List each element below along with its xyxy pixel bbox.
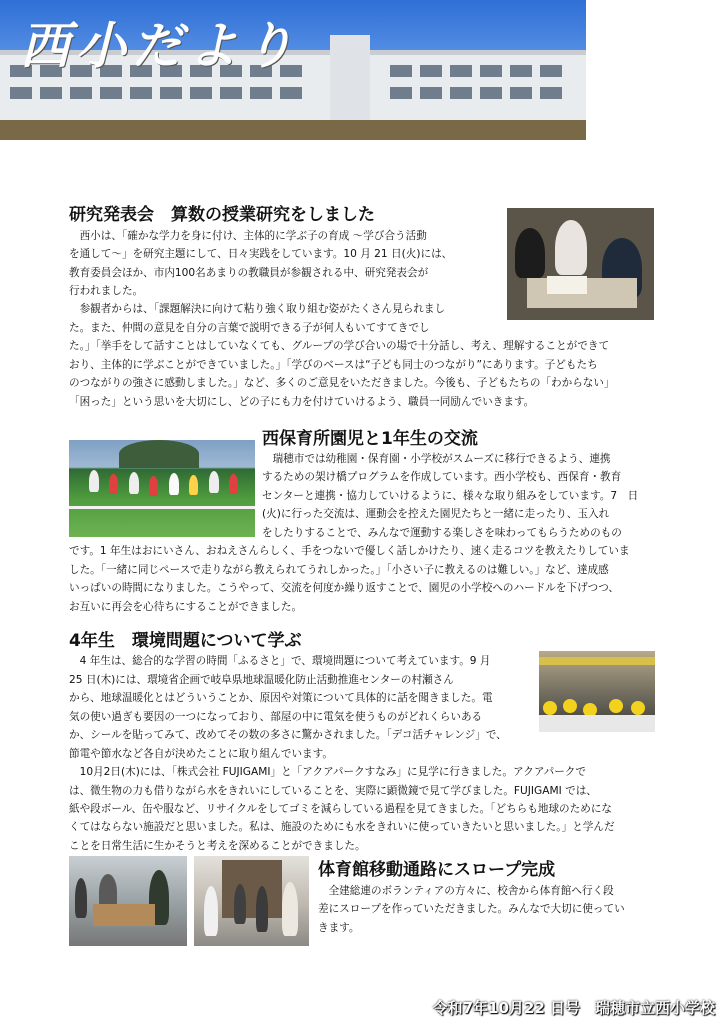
- section2-heading: 西保育所園児と1年生の交流: [262, 429, 478, 449]
- text-line: ことを日常生活に生かそうと考えを深めることができました。: [69, 840, 366, 852]
- text-line: おり、主体的に学ぶことができていました。」「学びのベースは“子ども同士のつながり”にあります。子どもたち: [69, 359, 598, 371]
- field-exchange-photo: [69, 440, 255, 537]
- text-line: した。「一緒に同じペースで走りながら教えられてうれしかった。」「小さい子に教えるのは難しい。」など、達成感: [69, 564, 609, 576]
- text-line: (火)に行った交流は、運動会を控えた園児たちと一緒に走ったり、玉入れ: [262, 508, 610, 520]
- text-line: 「困った」という思いを大切にし、どの子にも力を付けていけるよう、職員一同励んでいきます。: [69, 396, 535, 408]
- text-line: 瑞穂市では幼稚園・保育園・小学校がスムーズに移行できるよう、連携: [262, 453, 611, 465]
- text-line: を通して～」を研究主題にして、日々実践をしています。10 月 21 日(火)には、: [69, 248, 453, 260]
- text-line: 10月2日(木)には、「株式会社 FUJIGAMI」と「アクアパークすなみ」に見学に行きました。アクアパークで: [69, 766, 586, 778]
- newsletter-title: 西小だより: [20, 16, 300, 75]
- text-line: 差にスロープを作っていただきました。みんなで大切に使ってい: [318, 903, 625, 915]
- text-line: た。また、仲間の意見を自分の言葉で説明できる子が何人もいてすてきでし: [69, 322, 430, 334]
- school-ground: [0, 120, 586, 140]
- text-line: は、微生物の力も借りながら水をきれいにしていることを、実際に顕微鏡で見て学びました。FUJIGAMI では、: [69, 785, 597, 797]
- masthead-photo: 西小だより 令和7年10月22 日号 瑞穂市立西小学校: [0, 0, 586, 140]
- section3-heading: 4年生 環境問題について学ぶ: [69, 631, 302, 651]
- text-line: 行われました。: [69, 285, 144, 297]
- text-line: 紙や段ボール、缶や服など、リサイクルをしてゴミを減らしている過程を見てきました。「どちらも地球のためにな: [69, 803, 613, 815]
- recycling-facility-photo: [539, 651, 655, 732]
- section4-heading: 体育館移動通路にスロープ完成: [318, 860, 556, 880]
- text-line: た。」「挙手をして話すことはしていなくても、グループの学び合いの場で十分話し、考え、理解することができて: [69, 340, 610, 352]
- text-line: です。1 年生はおにいさん、おねえさんらしく、手をつないで優しく話しかけたり、速く走るコツを教えたりしていま: [69, 545, 630, 557]
- classroom-photo: [507, 208, 654, 320]
- slope-ramp-photo: [194, 856, 309, 946]
- text-line: 西小は、「確かな学力を身に付け、主体的に学ぶ子の育成 ～学び合う活動: [69, 230, 427, 242]
- text-line: 気の使い過ぎも要因の一つになっており、部屋の中に電気を使うものがどれくらいある: [69, 711, 483, 723]
- section1-heading: 研究発表会 算数の授業研究をしました: [69, 205, 375, 225]
- text-line: をしたりすることで、みんなで運動する楽しさを味わってもらうためのもの: [262, 527, 622, 539]
- text-line: か、シールを貼ってみて、改めてその数の多さに驚かされました。「デコ活チャレンジ」で、: [69, 729, 507, 741]
- school-tower: [330, 35, 370, 120]
- text-line: するための架け橋プログラムを作成しています。西小学校も、西保育・教育: [262, 471, 622, 483]
- text-line: 25 日(木)には、環境省企画で岐阜県地球温暖化防止活動推進センターの村瀬さん: [69, 674, 454, 686]
- text-line: きます。: [318, 922, 360, 934]
- text-line: くてはならない施設だと思いました。私は、施設のためにも水をきれいに使っていきたいと思いました。」と学んだ: [69, 821, 615, 833]
- text-line: 教育委員会ほか、市内100名あまりの教職員が参観される中、研究発表会が: [69, 267, 429, 279]
- text-line: 4 年生は、総合的な学習の時間「ふるさと」で、環境問題について考えています。9 月: [69, 655, 491, 667]
- text-line: から、地球温暖化とはどういうことか、原因や対策について具体的に話を聞きました。電: [69, 692, 493, 704]
- text-line: のつながりの強さに感動しました。」など、多くのご意見をいただきました。今後も、子どもたちの「わからない」: [69, 377, 615, 389]
- text-line: 節電や節水など各自が決めたことに取り組んでいます。: [69, 748, 333, 760]
- text-line: 参観者からは、「課題解決に向けて粘り強く取り組む姿がたくさん見られまし: [69, 303, 446, 315]
- text-line: 全建総連のボランティアの方々に、校舎から体育館へ行く段: [318, 885, 614, 897]
- text-line: お互いに再会を心待ちにすることができました。: [69, 601, 303, 613]
- text-line: いっぱいの時間になりました。こうやって、交流を何度か繰り返すことで、園児の小学校へのハードルを下げつつ、: [69, 582, 620, 594]
- volunteers-building-photo: [69, 856, 187, 946]
- text-line: センターと連携・協力していけるように、様々な取り組みをしています。7 日: [262, 490, 639, 502]
